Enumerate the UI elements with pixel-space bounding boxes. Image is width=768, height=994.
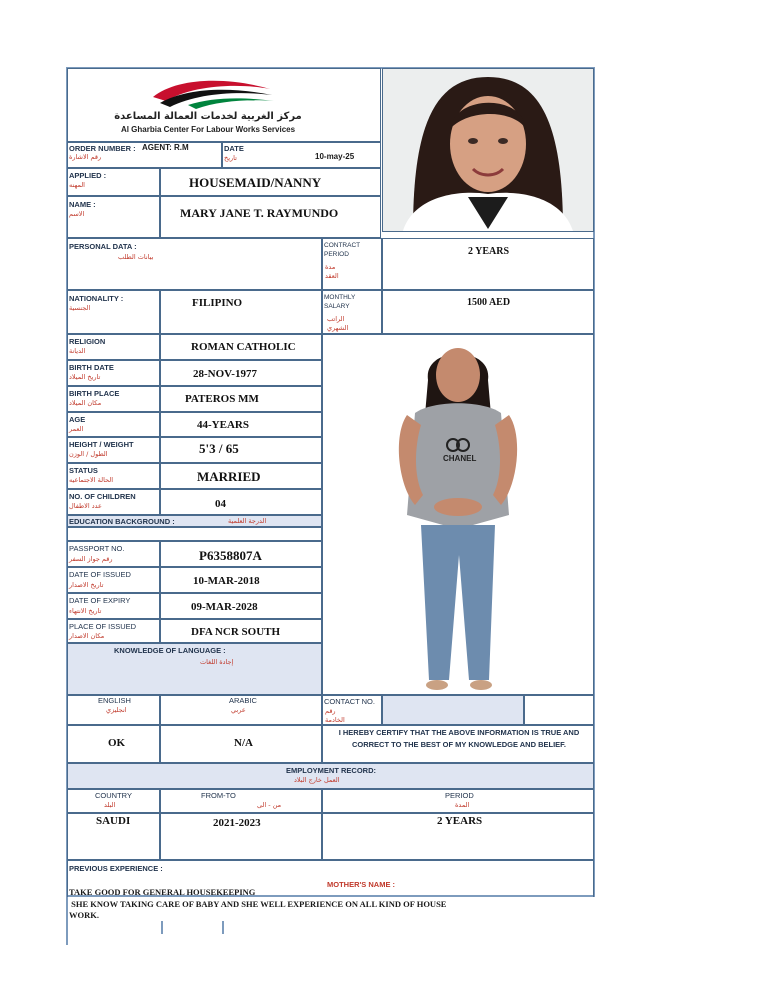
english-label-ar: انجليزي xyxy=(106,706,127,714)
english-value-cell xyxy=(67,725,160,763)
passport-row xyxy=(67,593,160,619)
contract-label-cell xyxy=(322,238,382,290)
detail-label-ar: الطول / الوزن xyxy=(69,450,108,458)
salary-label-ar: الراتب الشهري xyxy=(327,315,349,332)
salary-label-cell xyxy=(322,290,382,334)
col-period-header xyxy=(322,789,594,813)
certify-cell xyxy=(322,725,594,763)
divider-tick xyxy=(161,921,163,934)
headshot-photo xyxy=(382,68,594,232)
detail-label: NO. OF CHILDREN xyxy=(69,492,136,501)
employment-country: SAUDI xyxy=(96,815,131,827)
detail-value: MARRIED xyxy=(197,469,261,484)
contact-value-cell xyxy=(382,695,524,725)
education-blank xyxy=(67,527,322,541)
divider-tick xyxy=(222,921,224,934)
certify-text: I HEREBY CERTIFY THAT THE ABOVE INFORMATION IS TRUE AND CORRECT TO THE BEST OF MY KNOWLEDGE AND BELIEF. xyxy=(338,728,580,749)
detail-label: AGE xyxy=(69,415,86,424)
name-value-cell xyxy=(160,196,381,238)
language-label-ar: إجادة اللغات xyxy=(200,658,234,666)
order-number-label-ar: رقم الاشارة xyxy=(69,153,102,161)
name-label-cell xyxy=(67,196,160,238)
passport-value-cell xyxy=(160,593,322,619)
detail-value-cell xyxy=(160,437,322,463)
detail-label-ar: مكان الميلاد xyxy=(69,399,102,407)
employment-period: 2 YEARS xyxy=(437,815,483,827)
date-label: DATE xyxy=(224,144,244,153)
experience-line-3: WORK. xyxy=(69,910,99,920)
salary-value: 1500 AED xyxy=(467,297,511,308)
employment-row-country xyxy=(67,813,160,860)
personal-data-cell xyxy=(67,238,322,290)
experience-line-2: SHE KNOW TAKING CARE OF BABY AND SHE WELL EXPERIENCE ON ALL KIND OF HOUSE xyxy=(69,899,447,909)
full-body-photo xyxy=(322,334,594,695)
passport-value: 09-MAR-2028 xyxy=(191,601,258,613)
passport-value: DFA NCR SOUTH xyxy=(191,626,281,638)
uae-flag-logo-icon xyxy=(148,75,278,111)
education-cell xyxy=(67,515,322,527)
nationality-value: FILIPINO xyxy=(192,297,243,309)
col-period-label-ar: المدة xyxy=(455,801,470,809)
contract-label-ar: مدة العقد xyxy=(325,263,339,280)
education-label-ar: الدرجة العلمية xyxy=(228,517,267,525)
salary-value-cell xyxy=(382,290,594,334)
detail-value: 5'3 / 65 xyxy=(199,441,239,456)
nationality-label: NATIONALITY : xyxy=(69,294,124,303)
detail-label-ar: عدد الاطفال xyxy=(69,502,102,510)
order-number-cell xyxy=(67,142,222,168)
contract-label: CONTRACT PERIOD xyxy=(324,242,360,258)
applied-label: APPLIED : xyxy=(69,171,107,180)
left-border-tail xyxy=(66,897,68,945)
contract-value: 2 YEARS xyxy=(468,246,510,257)
applied-value-cell xyxy=(160,168,381,196)
detail-label-ar: تاريخ الميلاد xyxy=(69,373,101,381)
english-label: ENGLISH xyxy=(98,696,131,705)
name-label-ar: الاسم xyxy=(69,210,85,218)
language-label: KNOWLEDGE OF LANGUAGE : xyxy=(114,646,226,655)
order-number-label: ORDER NUMBER : xyxy=(69,144,136,153)
detail-value: PATEROS MM xyxy=(185,393,259,405)
date-value: 10-may-25 xyxy=(315,152,355,161)
passport-label: DATE OF EXPIRY xyxy=(69,596,131,605)
applied-label-cell xyxy=(67,168,160,196)
experience-line-1: TAKE GOOD FOR GENERAL HOUSEKEEPING xyxy=(69,887,256,897)
detail-value-cell xyxy=(160,386,322,412)
logo-english-text: Al Gharbia Center For Labour Works Services xyxy=(120,125,296,134)
detail-row xyxy=(67,463,160,489)
detail-label: HEIGHT / WEIGHT xyxy=(69,440,134,449)
employment-label: EMPLOYMENT RECORD: xyxy=(286,766,376,775)
english-value: OK xyxy=(108,737,126,749)
passport-value: P6358807A xyxy=(199,548,262,563)
detail-value: ROMAN CATHOLIC xyxy=(191,341,296,353)
passport-label: PASSPORT NO. xyxy=(69,544,125,553)
name-value: MARY JANE T. RAYMUNDO xyxy=(180,206,339,220)
detail-row xyxy=(67,334,160,360)
col-country-label: COUNTRY xyxy=(95,791,132,800)
detail-value-cell xyxy=(160,489,322,515)
passport-value: 10-MAR-2018 xyxy=(193,575,260,587)
employment-label-ar: العمل خارج البلاد xyxy=(294,776,340,784)
detail-value-cell xyxy=(160,360,322,386)
col-fromto-header xyxy=(160,789,322,813)
passport-value-cell xyxy=(160,567,322,593)
detail-label-ar: العمر xyxy=(69,425,84,433)
col-fromto-label: FROM-TO xyxy=(201,791,236,800)
detail-value-cell xyxy=(160,412,322,437)
english-label-cell xyxy=(67,695,160,725)
detail-value: 04 xyxy=(215,498,226,510)
date-label-ar: تاريخ xyxy=(224,154,237,162)
contact-spare-cell xyxy=(524,695,594,725)
personal-data-label-ar: بيانات الطلب xyxy=(118,253,154,261)
detail-row xyxy=(67,437,160,463)
education-label: EDUCATION BACKGROUND : xyxy=(69,517,175,526)
contact-label-ar: رقم الخادمة xyxy=(325,707,345,724)
contact-label: CONTACT NO. xyxy=(324,697,375,706)
employment-row-period xyxy=(322,813,594,860)
arabic-label-cell xyxy=(160,695,322,725)
logo-arabic-text: مركز الغربية لخدمات العمالة المساعدة xyxy=(114,111,302,122)
nationality-label-cell xyxy=(67,290,160,334)
salary-label: MONTHLY SALARY xyxy=(324,294,356,310)
order-number-value: AGENT: R.M xyxy=(142,143,189,152)
passport-row xyxy=(67,567,160,593)
passport-row xyxy=(67,619,160,643)
col-country-header xyxy=(67,789,160,813)
logo-cell xyxy=(67,68,381,142)
name-label: NAME : xyxy=(69,200,96,209)
passport-label-ar: تاريخ الانتهاء xyxy=(69,607,102,615)
employment-fromto: 2021-2023 xyxy=(213,817,261,829)
passport-label-ar: رقم جواز السفر xyxy=(69,555,113,563)
arabic-value-cell xyxy=(160,725,322,763)
passport-label: DATE OF ISSUED xyxy=(69,570,131,579)
detail-label-ar: الديانة xyxy=(69,347,86,355)
mother-name-label: MOTHER'S NAME : xyxy=(327,880,396,889)
previous-experience-label: PREVIOUS EXPERIENCE : xyxy=(69,864,163,873)
detail-label: STATUS xyxy=(69,466,98,475)
detail-label: RELIGION xyxy=(69,337,106,346)
full-body-image-icon xyxy=(323,335,593,694)
detail-value: 44-YEARS xyxy=(197,419,249,431)
passport-value-cell xyxy=(160,541,322,567)
personal-data-label: PERSONAL DATA : xyxy=(69,242,137,251)
col-country-label-ar: البلد xyxy=(104,801,116,809)
arabic-label: ARABIC xyxy=(229,696,257,705)
arabic-value: N/A xyxy=(234,737,253,749)
language-cell xyxy=(67,643,322,695)
detail-value-cell xyxy=(160,463,322,489)
date-cell xyxy=(222,142,381,168)
contact-label-cell xyxy=(322,695,382,725)
detail-row xyxy=(67,489,160,515)
col-period-label: PERIOD xyxy=(445,791,474,800)
applied-value: HOUSEMAID/NANNY xyxy=(189,175,322,190)
arabic-label-ar: عربي xyxy=(231,706,246,714)
detail-label: BIRTH PLACE xyxy=(69,389,120,398)
detail-label-ar: الحالة الاجتماعيه xyxy=(69,476,114,484)
detail-label: BIRTH DATE xyxy=(69,363,114,372)
passport-label: PLACE OF ISSUED xyxy=(69,622,137,631)
passport-label-ar: مكان الاصدار xyxy=(69,632,105,640)
detail-row xyxy=(67,360,160,386)
detail-row xyxy=(67,386,160,412)
contract-value-cell xyxy=(382,238,594,290)
applied-label-ar: المهنه xyxy=(69,181,85,189)
nationality-label-ar: الجنسية xyxy=(69,304,91,312)
detail-value-cell xyxy=(160,334,322,360)
col-fromto-label-ar: من - الى xyxy=(257,801,282,809)
shirt-logo-text: CHANEL xyxy=(443,454,477,463)
passport-value-cell xyxy=(160,619,322,643)
nationality-value-cell xyxy=(160,290,322,334)
employment-header xyxy=(67,763,594,789)
headshot-image-icon xyxy=(383,69,593,231)
detail-value: 28-NOV-1977 xyxy=(193,368,257,380)
passport-row xyxy=(67,541,160,567)
employment-row-fromto xyxy=(160,813,322,860)
passport-label-ar: تاريخ الاصدار xyxy=(69,581,104,589)
detail-row xyxy=(67,412,160,437)
